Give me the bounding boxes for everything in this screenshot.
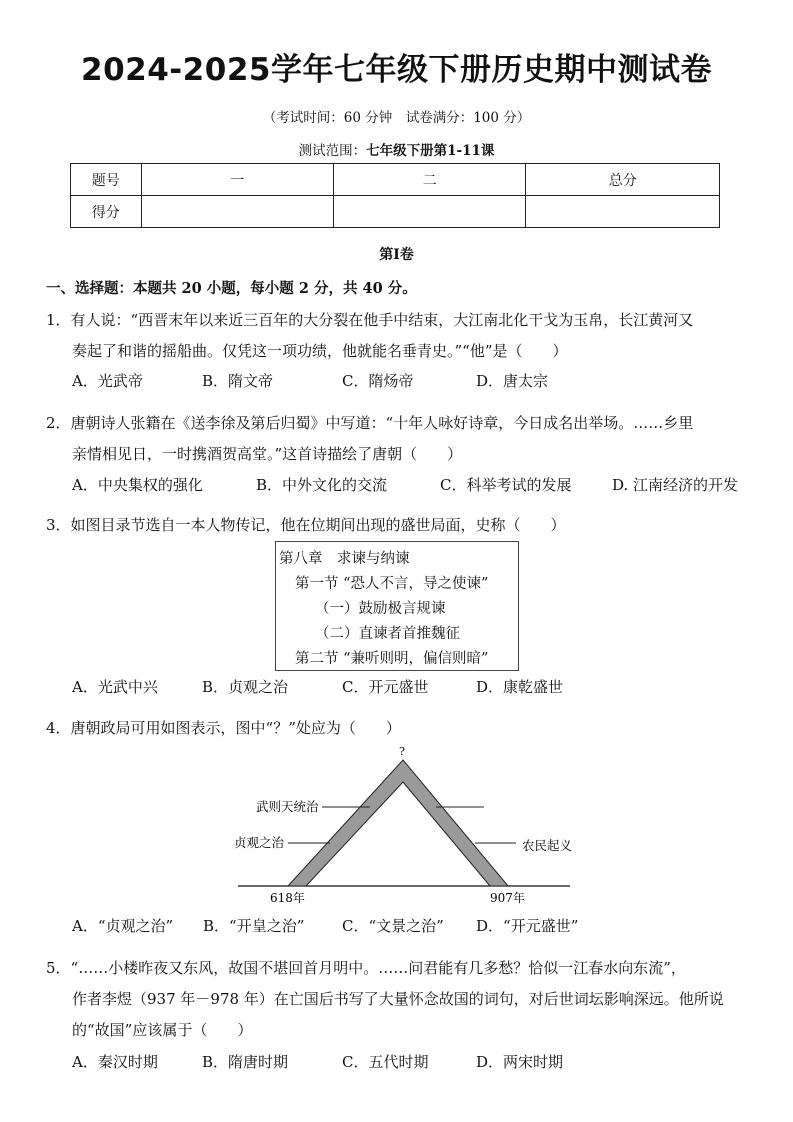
score-cell-part-2: [334, 196, 526, 228]
diagram-label-peak: ?: [399, 745, 405, 758]
q1-option-d: D．唐太宗: [476, 372, 549, 390]
q5-option-a: A．秦汉时期: [72, 1053, 158, 1071]
toc-item-1: （一）鼓励极言规谏: [315, 601, 446, 617]
score-table: [70, 163, 720, 228]
q3-option-d: D．康乾盛世: [476, 678, 564, 696]
volume-heading: 第I卷: [379, 247, 414, 263]
q5-text-line-2: 作者李煜（937 年－978 年）在亡国后书写了大量怀念故国的词句，对后世词坛影响深远。他所说: [72, 990, 724, 1008]
q4-tang-politics-diagram: [230, 740, 580, 910]
q4-option-d: D．“开元盛世”: [476, 917, 579, 935]
q3-option-a: A．光武中兴: [72, 678, 158, 696]
toc-item-2: （二）直谏者首推魏征: [315, 626, 460, 642]
q1-option-c: C．隋炀帝: [342, 372, 414, 390]
diagram-label-end-year: 907年: [490, 891, 525, 905]
q3-option-c: C．开元盛世: [342, 678, 429, 696]
score-cell-label: 得分: [71, 196, 142, 228]
q2-option-c: C．科举考试的发展: [440, 476, 572, 494]
toc-chapter: 第八章 求谏与纳谏: [279, 551, 410, 567]
q1-text-line-2: 奏起了和谐的摇船曲。仅凭这一项功绩，他就能名垂青史。”“他”是（ ）: [72, 342, 568, 360]
header-cell-part-1: 一: [141, 164, 333, 196]
toc-section-1: 第一节 “恐人不言，导之使谏”: [295, 576, 489, 592]
score-cell-total: [526, 196, 720, 228]
scope-value: 七年级下册第1-11课: [366, 143, 495, 159]
q1-option-a: A．光武帝: [72, 372, 143, 390]
header-cell-total: 总分: [526, 164, 720, 196]
q5-option-d: D．两宋时期: [476, 1053, 564, 1071]
q4-option-a: A．“贞观之治”: [72, 917, 174, 935]
q3-table-of-contents: [275, 541, 519, 671]
q2-option-d: D. 江南经济的开发: [612, 476, 739, 494]
score-table-header-row: [71, 164, 720, 196]
diagram-label-wuzetian: 武则天统治: [256, 799, 319, 814]
diagram-mountain-band: [288, 760, 508, 886]
toc-section-2: 第二节 “兼听则明，偏信则暗”: [295, 651, 489, 667]
q5-option-c: C．五代时期: [342, 1053, 429, 1071]
q5-text-line-3: 的“故国”应该属于（ ）: [72, 1021, 253, 1039]
page-title: 2024-2025学年七年级下册历史期中测试卷: [81, 52, 712, 88]
exam-info: （考试时间：60 分钟 试卷满分：100 分）: [262, 110, 531, 126]
q5-option-b: B．隋唐时期: [202, 1053, 289, 1071]
q2-option-a: A．中央集权的强化: [72, 476, 203, 494]
q1-option-b: B．隋文帝: [202, 372, 274, 390]
header-cell-question-no: 题号: [71, 164, 142, 196]
test-scope: [0, 139, 793, 159]
header-cell-part-2: 二: [334, 164, 526, 196]
q4-text-line-1: 4．唐朝政局可用如图表示，图中“？”处应为（ ）: [46, 719, 401, 737]
q2-option-b: B．中外文化的交流: [256, 476, 388, 494]
q5-text-line-1: 5．“……小楼昨夜又东风，故国不堪回首月明中。……问君能有几多愁？恰似一江春水向东流”，: [46, 959, 686, 977]
diagram-label-peasant-uprising: 农民起义: [522, 838, 573, 853]
section-heading: 一、选择题：本题共 20 小题，每小题 2 分，共 40 分。: [46, 280, 417, 297]
q1-text-line-1: 1．有人说：“西晋末年以来近三百年的大分裂在他手中结束，大江南北化干戈为玉帛，长江黄河又: [46, 311, 694, 329]
q3-text-line-1: 3．如图目录节选自一本人物传记，他在位期间出现的盛世局面，史称（ ）: [46, 516, 566, 534]
score-cell-part-1: [141, 196, 333, 228]
q3-option-b: B．贞观之治: [202, 678, 289, 696]
diagram-label-zhenguan: 贞观之治: [234, 835, 285, 850]
q4-option-b: B．“开皇之治”: [203, 917, 305, 935]
scope-label: 测试范围：: [298, 143, 367, 159]
q2-text-line-2: 亲情相见日，一时携酒贺高堂。”这首诗描绘了唐朝（ ）: [72, 445, 463, 463]
score-table-score-row: [71, 196, 720, 228]
q2-text-line-1: 2．唐朝诗人张籍在《送李徐及第后归蜀》中写道：“十年人咏好诗章，今日成名出举场。……乡里: [46, 414, 694, 432]
q4-option-c: C．“文景之治”: [342, 917, 444, 935]
diagram-label-start-year: 618年: [270, 891, 305, 905]
